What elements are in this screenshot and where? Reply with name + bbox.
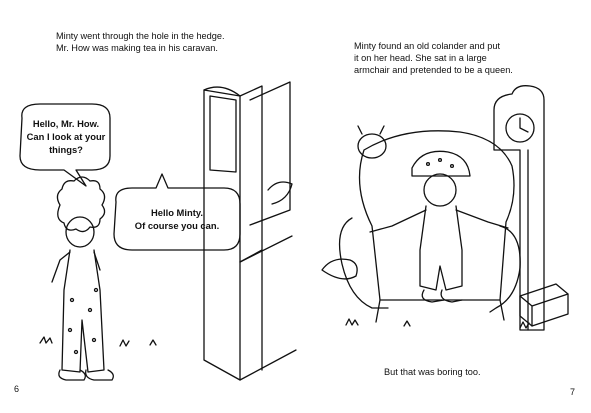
bubble-text-mrhow: Hello Minty. Of course you can. — [134, 207, 220, 231]
closing-text: But that was boring too. — [384, 367, 481, 377]
page-number-left: 6 — [14, 384, 20, 394]
left-caption: Minty went through the hole in the hedge. Mr. How was making tea in his caravan. — [56, 31, 225, 53]
right-caption: Minty found an old colander and put it on her head. She sat in a large armchair and pretended to be a queen. — [354, 41, 513, 75]
page-number-right: 7 — [570, 387, 576, 397]
bubble-text-minty: Hello, Mr. How. Can I look at your things? — [26, 118, 106, 155]
right-page — [300, 0, 591, 413]
